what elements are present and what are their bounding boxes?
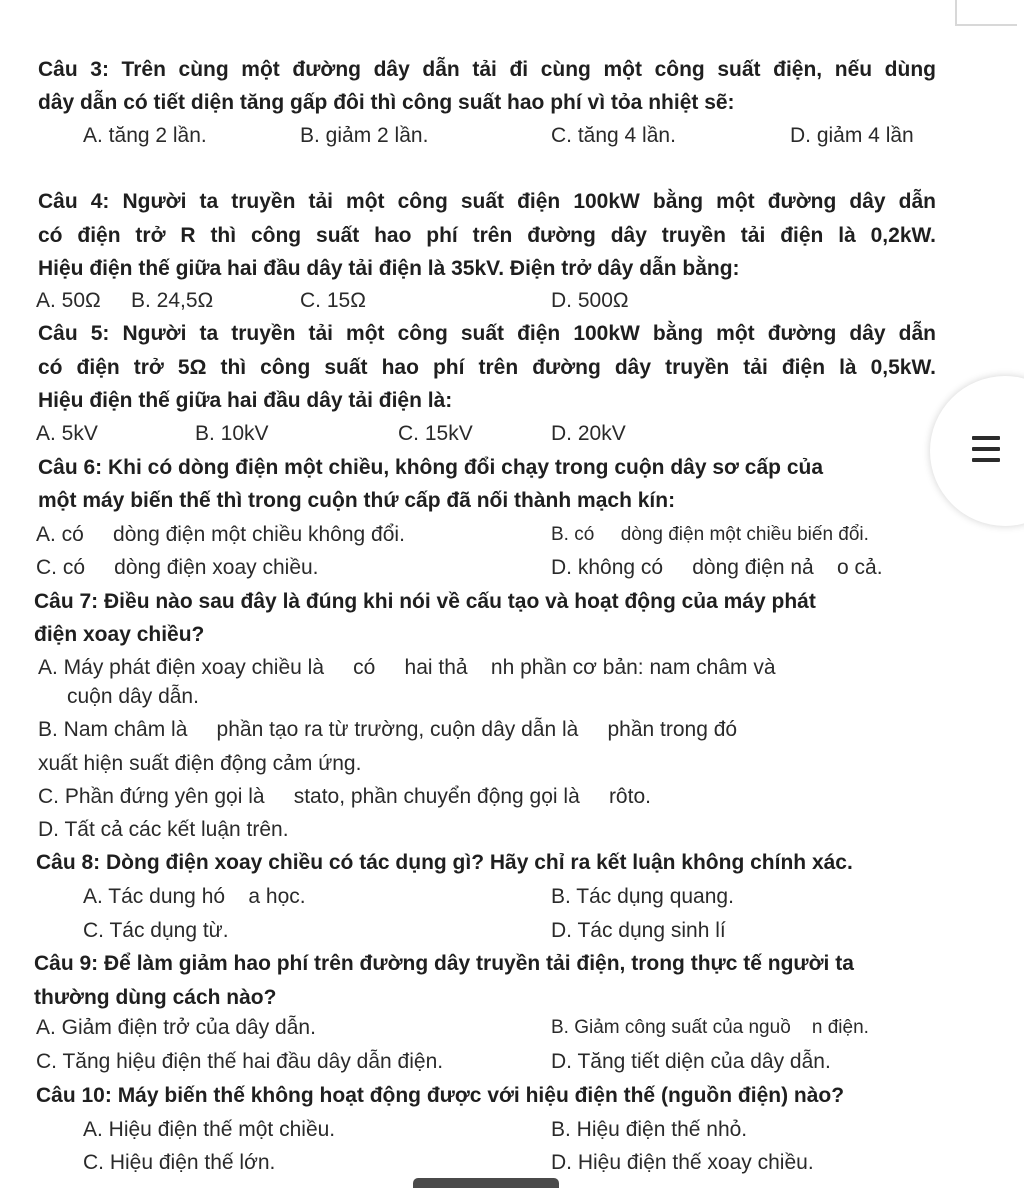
question-10-option-c: C. Hiệu điện thế lớn. — [83, 1151, 276, 1174]
floating-menu-button[interactable] — [930, 376, 1024, 526]
question-7-option-a: A. Máy phát điện xoay chiều là có hai thả nh phần cơ bản: nam châm và — [38, 656, 776, 679]
question-7-option-c: C. Phần đứng yên gọi là stato, phần chuyển động gọi là rôto. — [38, 785, 651, 808]
question-3-line-2: dây dẫn có tiết diện tăng gấp đôi thì công suất hao phí vì tỏa nhiệt sẽ: — [38, 91, 735, 114]
question-4-option-d: D. 500Ω — [551, 289, 629, 312]
question-4-option-c: C. 15Ω — [300, 289, 366, 312]
question-6-option-b: B. có dòng điện một chiều biến đổi. — [551, 524, 869, 545]
question-9-option-a: A. Giảm điện trở của dây dẫn. — [36, 1016, 316, 1039]
question-7-line-2: điện xoay chiều? — [34, 623, 205, 646]
question-9-option-c: C. Tăng hiệu điện thế hai đầu dây dẫn điện. — [36, 1050, 444, 1073]
question-9-option-d: D. Tăng tiết diện của dây dẫn. — [551, 1050, 831, 1073]
question-6-option-d: D. không có dòng điện nả o cả. — [551, 556, 883, 579]
question-8-option-c: C. Tác dụng từ. — [83, 919, 229, 942]
question-7-option-d: D. Tất cả các kết luận trên. — [38, 818, 289, 841]
question-9-line-1: Câu 9: Để làm giảm hao phí trên đường dây truyền tải điện, trong thực tế người ta — [34, 952, 854, 975]
question-6-option-a: A. có dòng điện một chiều không đổi. — [36, 523, 405, 546]
question-5-option-d: D. 20kV — [551, 422, 626, 445]
question-7-line-1: Câu 7: Điều nào sau đây là đúng khi nói về cấu tạo và hoạt động của máy phát — [34, 590, 816, 613]
question-10-line-1: Câu 10: Máy biến thế không hoạt động được với hiệu điện thế (nguồn điện) nào? — [36, 1084, 845, 1107]
question-3-line-1: Câu 3: Trên cùng một đường dây dẫn tải đi cùng một công suất điện, nếu dùng — [38, 58, 936, 81]
question-8-option-b: B. Tác dụng quang. — [551, 885, 734, 908]
question-7-option-b-cont: xuất hiện suất điện động cảm ứng. — [38, 752, 362, 775]
hamburger-icon — [972, 436, 1002, 464]
question-6-line-1: Câu 6: Khi có dòng điện một chiều, không đổi chạy trong cuộn dây sơ cấp của — [38, 456, 824, 479]
question-4-line-2: có điện trở R thì công suất hao phí trên đường dây truyền tải điện là 0,2kW. — [38, 224, 936, 247]
page-corner — [955, 0, 1017, 26]
question-4-line-1: Câu 4: Người ta truyền tải một công suất điện 100kW bằng một đường dây dẫn — [38, 190, 936, 213]
question-3-option-a: A. tăng 2 lần. — [83, 124, 207, 147]
question-5-line-1: Câu 5: Người ta truyền tải một công suất điện 100kW bằng một đường dây dẫn — [38, 322, 936, 345]
question-4-line-3: Hiệu điện thế giữa hai đầu dây tải điện là 35kV. Điện trở dây dẫn bằng: — [38, 257, 740, 280]
question-8-option-d: D. Tác dụng sinh lí — [551, 919, 726, 942]
question-9-line-2: thường dùng cách nào? — [34, 986, 277, 1009]
question-7-option-a-cont: cuộn dây dẫn. — [67, 685, 199, 708]
question-10-option-a: A. Hiệu điện thế một chiều. — [83, 1118, 336, 1141]
question-4-option-b: B. 24,5Ω — [131, 289, 214, 312]
question-5-option-a: A. 5kV — [36, 422, 98, 445]
question-9-option-b: B. Giảm công suất của nguồ n điện. — [551, 1017, 869, 1038]
question-8-line-1: Câu 8: Dòng điện xoay chiều có tác dụng gì? Hãy chỉ ra kết luận không chính xác. — [36, 851, 853, 874]
question-10-option-d: D. Hiệu điện thế xoay chiều. — [551, 1151, 814, 1174]
question-3-option-c: C. tăng 4 lần. — [551, 124, 676, 147]
home-indicator[interactable] — [413, 1178, 559, 1188]
question-3-option-b: B. giảm 2 lần. — [300, 124, 429, 147]
question-8-option-a: A. Tác dung hó a học. — [83, 885, 306, 908]
question-6-option-c: C. có dòng điện xoay chiều. — [36, 556, 319, 579]
question-7-option-b: B. Nam châm là phần tạo ra từ trường, cuộn dây dẫn là phần trong đó — [38, 718, 738, 741]
question-10-option-b: B. Hiệu điện thế nhỏ. — [551, 1118, 748, 1141]
question-5-option-c: C. 15kV — [398, 422, 473, 445]
question-5-line-3: Hiệu điện thế giữa hai đầu dây tải điện là: — [38, 389, 453, 412]
question-5-line-2: có điện trở 5Ω thì công suất hao phí trên đường dây truyền tải điện là 0,5kW. — [38, 356, 936, 379]
question-4-option-a: A. 50Ω — [36, 289, 101, 312]
question-6-line-2: một máy biến thế thì trong cuộn thứ cấp đã nối thành mạch kín: — [38, 489, 676, 512]
question-5-option-b: B. 10kV — [195, 422, 269, 445]
question-3-option-d: D. giảm 4 lần — [790, 124, 914, 147]
